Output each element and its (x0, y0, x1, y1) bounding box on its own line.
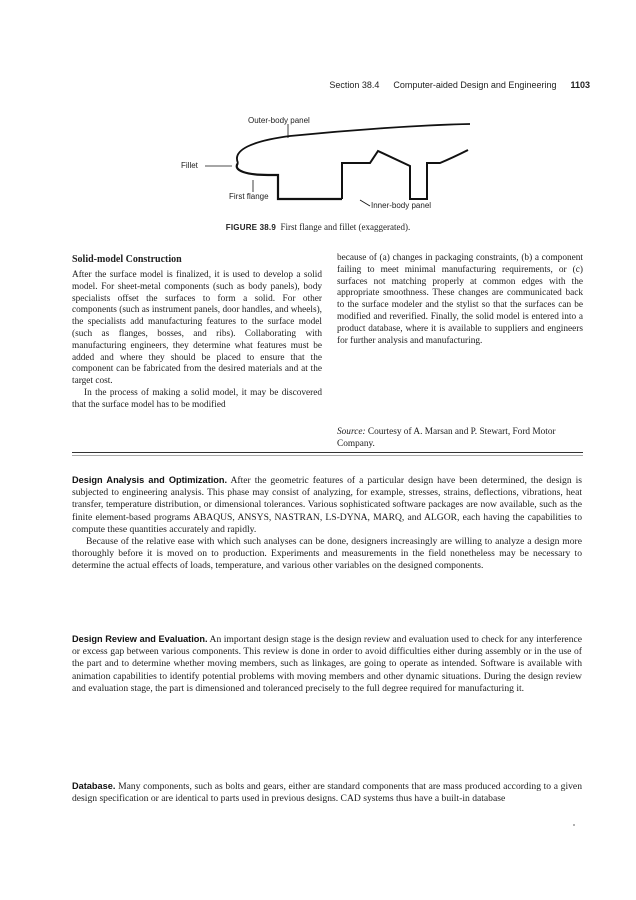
section-database (72, 780, 582, 805)
sidebar-paragraph-1: After the surface model is finalized, it is used to develop a solid model. For sheet-metal components (such as body panels), body specialists offset the surfaces to form a solid. For other components (such as instrument panels, door handles, and wheels), the specialists add manufacturing features to the surface model (such as flanges, bosses, and ribs). Collaborating with manufacturing engineers, they determine what features must be added and where they should be placed to ensure that the component can be fabricated from the desired materials and at the target cost. (72, 270, 322, 387)
sidebar-source (337, 427, 583, 451)
label-outer-body-panel: Outer-body panel (248, 116, 310, 125)
sidebar-rule-secondary (72, 455, 583, 456)
figure-caption-text: First flange and fillet (exaggerated). (280, 222, 411, 232)
outer-body-panel-line (237, 124, 470, 163)
leader-inner-body (360, 200, 370, 206)
page-number: 1103 (570, 80, 590, 90)
scan-speck (573, 824, 575, 826)
source-text: Courtesy of A. Marsan and P. Stewart, Ford Motor Company. (337, 427, 556, 449)
text-database: Many components, such as bolts and gears, either are standard components that are mass produced according to a given design specification or are identical to parts used in previous designs. CAD systems thus have a built-in database (72, 781, 582, 805)
text-design-analysis: After the geometric features of a particular design have been determined, the design is subjected to engineering analysis. This phase may consist of analyzing, for example, stresses, strains, deflections, vibrations, heat transfer, temperature distribution, or dimensional tolerances. Various sophisticated software packages are now available, such as the finite element-based programs ABAQUS, ANSYS, NASTRAN, LS-DYNA, MARQ, and ALGOR, each having the capabilities to compute these quantities accurately and rapidly. (72, 475, 582, 535)
figure-caption (0, 222, 636, 232)
section-number: Section 38.4 (329, 80, 380, 90)
text-design-analysis-2: Because of the relative ease with which such analyses can be done, designers increasingly are willing to analyze a design more thoroughly before it is moved on to production. Experiments and measurements in the field nonetheless may be necessary to determine the actual effects of loads, temperature, and various other variables on the designed components. (72, 536, 582, 572)
heading-database: Database. (72, 781, 116, 791)
figure-caption-label: FIGURE 38.9 (225, 223, 276, 232)
inner-body-panel-line (342, 150, 468, 199)
heading-design-review: Design Review and Evaluation. (72, 634, 208, 644)
section-design-review (72, 633, 582, 695)
chapter-title: Computer-aided Design and Engineering (393, 80, 557, 90)
label-fillet: Fillet (181, 161, 198, 170)
sidebar-rule (72, 452, 583, 453)
label-first-flange: First flange (229, 192, 269, 201)
sidebar-title: Solid-model Construction (72, 254, 182, 265)
sidebar-right-column (337, 253, 583, 347)
text-design-review: An important design stage is the design review and evaluation used to check for any interference or excess gap between various components. This review is done in order to avoid difficulties either during assembly or in the use of the part and to determine whether moving members, such as linkages, are going to operate as intended. Software is available with animation capabilities to identify potential problems with moving members and other dynamic situations. During the design review and evaluation stage, the part is dimensioned and toleranced precisely to the full degree required for manufacturing it. (72, 634, 583, 694)
label-inner-body-panel: Inner-body panel (371, 201, 432, 210)
section-design-analysis (72, 474, 582, 573)
source-label: Source: (337, 427, 366, 437)
sidebar-paragraph-2: In the process of making a solid model, it may be discovered that the surface model has to be modified (72, 387, 322, 410)
sidebar-right-paragraph: because of (a) changes in packaging constraints, (b) a component failing to meet minimal manufacturing requirements, or (c) surfaces not matching properly at common edges with the appropriate smoothness. These changes are communicated back to the surface modeler and the stylist so that the surfaces can be modified and reverified. Finally, the solid model is entered into a product database, where it is available to suppliers and engineers for further analysis and manufacturing. (337, 253, 583, 346)
sidebar-left-column (72, 270, 322, 412)
figure-flange-fillet (0, 0, 636, 240)
heading-design-analysis: Design Analysis and Optimization. (72, 475, 228, 485)
